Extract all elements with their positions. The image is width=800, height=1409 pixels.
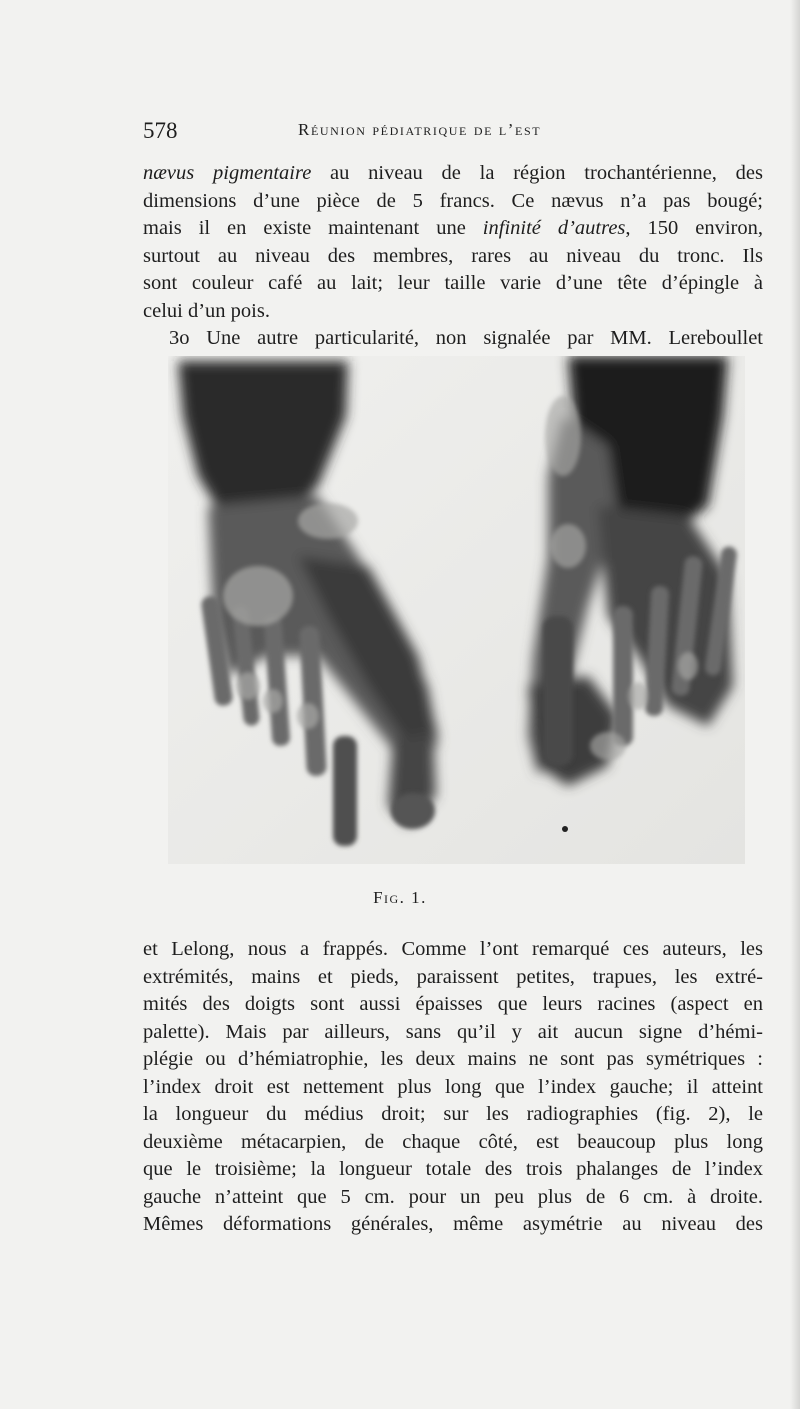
- page-number: 578: [143, 118, 178, 143]
- text-line: la longueur du médius droit; sur les radiographies (fig. 2), le: [143, 1103, 763, 1125]
- page-gutter-shadow: [790, 0, 800, 1409]
- paragraph-bottom: [143, 936, 763, 1239]
- paragraph-top: [143, 160, 763, 353]
- text-line: 3o Une autre particularité, non signalée par MM. Lereboullet: [169, 327, 763, 349]
- film-mark-dot: [562, 826, 568, 832]
- text-line: sont couleur café au lait; leur taille varie d’une tête d’épingle à: [143, 272, 763, 294]
- text-line: nævus pigmentaire au niveau de la région trochantérienne, des: [143, 162, 763, 184]
- text-line: mais il en existe maintenant une infinité d’autres, 150 environ,: [143, 217, 763, 239]
- foot-xray-image: [168, 356, 745, 864]
- italic-term: infinité d’autres: [482, 217, 626, 239]
- running-title: Réunion pédiatrique de l’est: [298, 120, 542, 139]
- text-line: plégie ou d’hémiatrophie, les deux mains ne sont pas symétriques :: [143, 1048, 763, 1070]
- text-line: que le troisième; la longueur totale des trois phalanges de l’index: [143, 1158, 763, 1180]
- text-line: l’index droit est nettement plus long que l’index gauche; il atteint: [143, 1075, 763, 1098]
- text-line: surtout au niveau des membres, rares au niveau du tronc. Ils: [143, 244, 763, 267]
- text-line: mités des doigts sont aussi épaisses que leurs racines (aspect en: [143, 993, 763, 1015]
- text-line: Mêmes déformations générales, même asymétrie au niveau des: [143, 1213, 763, 1235]
- italic-term: nævus pigmentaire: [143, 162, 312, 184]
- running-head: [143, 118, 763, 148]
- text-line: deuxième métacarpien, de chaque côté, est beaucoup plus long: [143, 1130, 763, 1153]
- text-line: extrémités, mains et pieds, paraissent petites, trapues, les extré-: [143, 965, 763, 988]
- text-line: palette). Mais par ailleurs, sans qu’il y ait aucun signe d’hémi-: [143, 1020, 763, 1043]
- figure-caption: Fig. 1.: [373, 888, 427, 907]
- figure-radiograph: [168, 356, 745, 864]
- text-line: gauche n’atteint que 5 cm. pour un peu plus de 6 cm. à droite.: [143, 1185, 763, 1208]
- text-line: et Lelong, nous a frappés. Comme l’ont remarqué ces auteurs, les: [143, 938, 763, 960]
- text-line: celui d’un pois.: [143, 299, 270, 322]
- text-line: dimensions d’une pièce de 5 francs. Ce nævus n’a pas bougé;: [143, 189, 763, 212]
